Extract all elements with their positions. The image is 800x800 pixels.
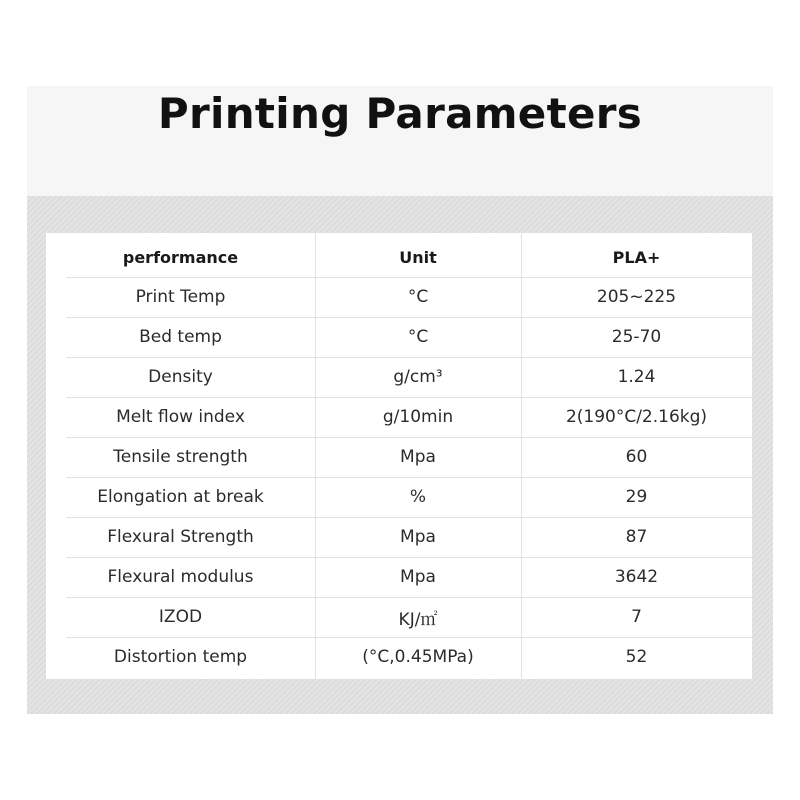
table-row (46, 557, 752, 597)
row-label: Elongation at break (97, 487, 264, 507)
row-unit: Mpa (400, 527, 436, 547)
page-title: Printing Parameters (157, 89, 643, 138)
table-row (46, 437, 752, 477)
row-unit: g/cm³ (393, 367, 443, 387)
row-value: 205~225 (596, 287, 677, 307)
table-row (46, 317, 752, 357)
table-row (46, 597, 752, 637)
row-value: 7 (631, 607, 642, 627)
row-label: Print Temp (135, 287, 226, 307)
row-value: 1.24 (617, 367, 656, 387)
row-label: Bed temp (139, 327, 222, 347)
header-unit: Unit (399, 247, 437, 267)
row-label: Distortion temp (113, 647, 248, 667)
row-value: 3642 (614, 567, 659, 587)
row-label: Flexural Strength (107, 527, 254, 547)
table-header-row (46, 237, 752, 277)
row-label: Density (148, 367, 213, 387)
row-unit: °C (407, 327, 429, 347)
row-label: Tensile strength (113, 447, 248, 467)
table-row (46, 477, 752, 517)
table-row (46, 397, 752, 437)
row-unit: Mpa (400, 567, 436, 587)
table-row (46, 277, 752, 317)
row-unit: (°C,0.45MPa) (362, 647, 474, 667)
row-value: 2(190°C/2.16kg) (565, 407, 708, 427)
table-row (46, 637, 752, 677)
row-unit: KJ/㎡ (398, 609, 438, 630)
row-value: 87 (625, 527, 648, 547)
row-unit: g/10min (382, 407, 454, 427)
row-value: 60 (625, 447, 648, 467)
row-label: Flexural modulus (107, 567, 254, 587)
row-unit: Mpa (400, 447, 436, 467)
row-unit: % (409, 487, 427, 507)
parameters-table (46, 233, 752, 679)
table-row (46, 517, 752, 557)
row-value: 25-70 (611, 327, 662, 347)
row-label: IZOD (158, 607, 203, 627)
row-value: 29 (625, 487, 648, 507)
header-performance: performance (122, 247, 239, 267)
header-pla-plus: PLA+ (612, 247, 661, 267)
row-label: Melt flow index (116, 407, 245, 427)
row-unit: °C (407, 287, 429, 307)
table-row (46, 357, 752, 397)
row-value: 52 (625, 647, 648, 667)
